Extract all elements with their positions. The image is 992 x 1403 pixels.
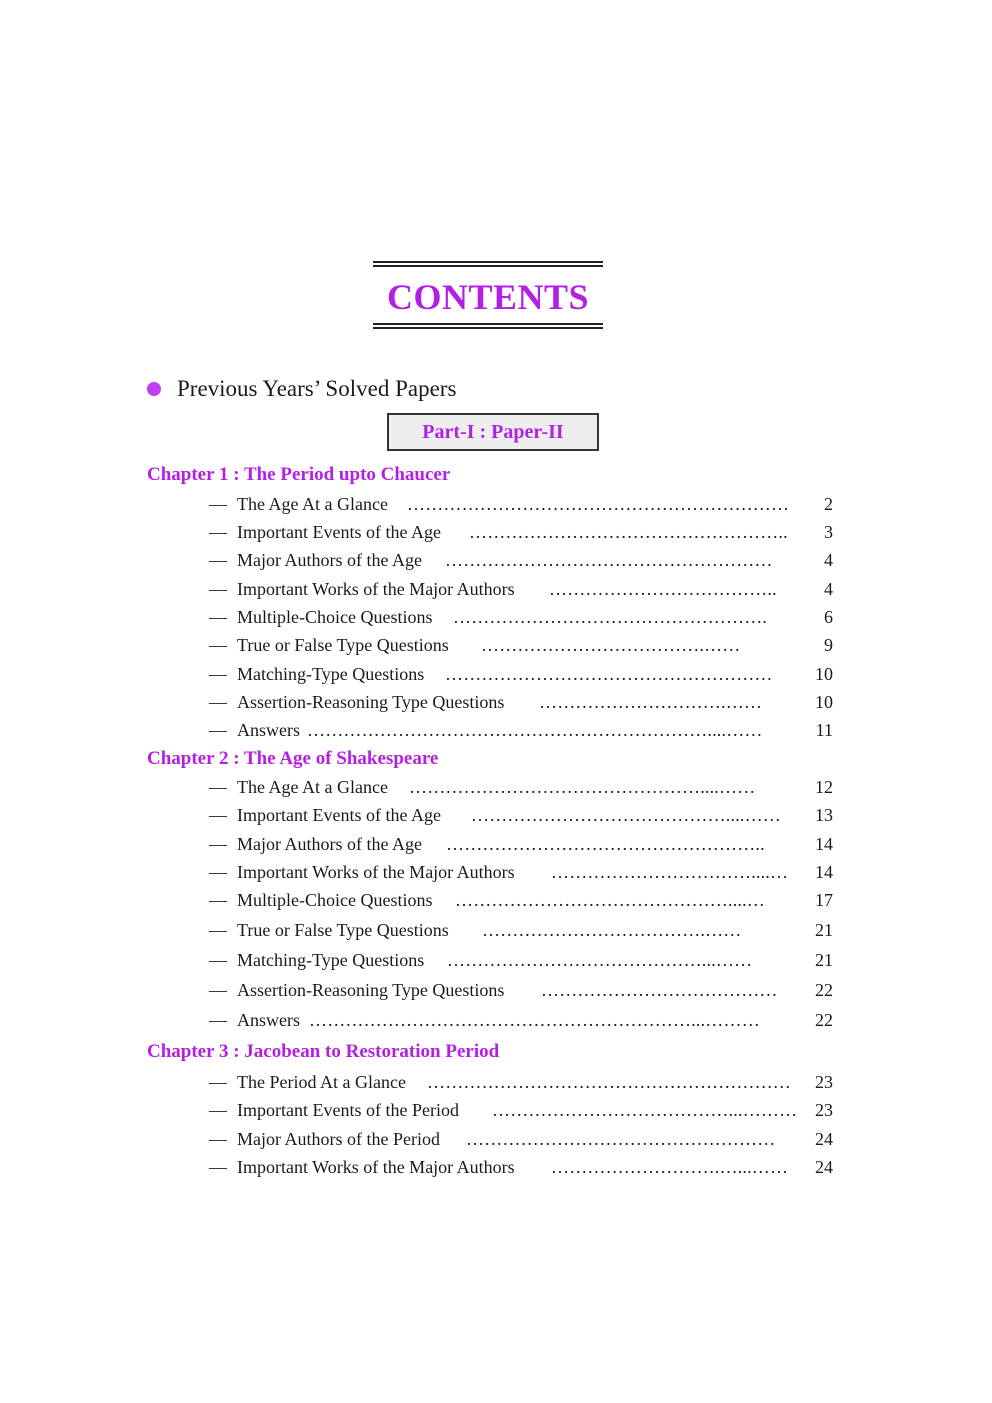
- entry-page: 14: [815, 862, 833, 882]
- entry-label: Major Authors of the Age: [237, 550, 422, 570]
- section-label: Previous Years’ Solved Papers: [177, 376, 457, 401]
- dot-leader: …………………………………: [541, 980, 778, 1000]
- toc-entry[interactable]: [209, 804, 833, 826]
- dot-leader: …………………………………………………………....……: [307, 720, 763, 740]
- toc-entry[interactable]: [209, 493, 833, 515]
- entry-page: 10: [815, 692, 833, 712]
- entry-dash: —: [209, 494, 227, 514]
- entry-page: 14: [815, 834, 833, 854]
- entry-dash: —: [209, 1157, 227, 1177]
- entry-page: 24: [815, 1129, 833, 1149]
- dot-leader: ……………………………….……: [482, 920, 742, 940]
- dot-leader: ……………………………………………..: [446, 834, 765, 854]
- entry-label: Important Events of the Period: [237, 1100, 459, 1120]
- entry-label: Important Works of the Major Authors: [237, 1157, 515, 1177]
- entry-page: 17: [815, 890, 833, 910]
- entry-page: 22: [815, 1010, 833, 1030]
- entry-page: 10: [815, 664, 833, 684]
- dot-leader: ………………………….……: [539, 692, 763, 712]
- entry-label: Answers: [237, 1010, 300, 1030]
- entry-dash: —: [209, 890, 227, 910]
- entry-page: 13: [815, 805, 833, 825]
- toc-entry[interactable]: [209, 1128, 833, 1150]
- entry-label: The Age At a Glance: [237, 494, 388, 514]
- entry-label: Answers: [237, 720, 300, 740]
- entry-dash: —: [209, 1129, 227, 1149]
- entry-label: Matching-Type Questions: [237, 950, 425, 970]
- toc-entry[interactable]: [209, 861, 833, 883]
- entry-dash: —: [209, 720, 227, 740]
- entry-dash: —: [209, 777, 227, 797]
- contents-heading: [373, 261, 603, 331]
- entry-dash: —: [209, 550, 227, 570]
- toc-entry[interactable]: [209, 634, 833, 656]
- entry-label: True or False Type Questions: [237, 635, 449, 655]
- dot-leader: ……………………………………....……: [471, 805, 781, 825]
- dot-leader: ……………………………………...……: [447, 950, 753, 970]
- entry-label: Matching-Type Questions: [237, 664, 425, 684]
- entry-label: Multiple-Choice Questions: [237, 607, 433, 627]
- entry-page: 23: [815, 1072, 833, 1092]
- entry-dash: —: [209, 805, 227, 825]
- dot-leader: ………………………………………………………: [407, 494, 790, 514]
- entry-dash: —: [209, 950, 227, 970]
- entry-page: 4: [824, 550, 833, 570]
- entry-label: True or False Type Questions: [237, 920, 449, 940]
- toc-entry[interactable]: [209, 549, 833, 571]
- entry-label: Important Events of the Age: [237, 522, 441, 542]
- entry-page: 2: [824, 494, 833, 514]
- bullet-icon: [147, 382, 161, 396]
- entry-label: The Period At a Glance: [237, 1072, 406, 1092]
- entry-page: 6: [824, 607, 833, 627]
- entry-label: Important Works of the Major Authors: [237, 862, 515, 882]
- toc-entry[interactable]: [209, 949, 833, 971]
- entry-page: 21: [815, 920, 833, 940]
- entry-dash: —: [209, 920, 227, 940]
- entry-dash: —: [209, 1072, 227, 1092]
- dot-leader: ……………………………………………………: [427, 1072, 791, 1092]
- dot-leader: …………………………………………....……: [409, 777, 756, 797]
- entry-page: 9: [824, 635, 833, 655]
- dot-leader: ……………………….…...……: [551, 1157, 789, 1177]
- toc-entry[interactable]: [209, 919, 833, 941]
- dot-leader: …………………………………………….: [453, 607, 768, 627]
- toc-entry[interactable]: [209, 663, 833, 685]
- toc-entry[interactable]: [209, 979, 833, 1001]
- entry-label: Important Events of the Age: [237, 805, 441, 825]
- entry-dash: —: [209, 607, 227, 627]
- entry-page: 3: [824, 522, 833, 542]
- toc-entry[interactable]: [209, 889, 833, 911]
- entry-page: 22: [815, 980, 833, 1000]
- dot-leader: ……………………………………………..: [469, 522, 788, 542]
- entry-label: Important Works of the Major Authors: [237, 579, 515, 599]
- entry-dash: —: [209, 664, 227, 684]
- dot-leader: ……………………………………………: [466, 1129, 776, 1149]
- entry-label: Major Authors of the Period: [237, 1129, 440, 1149]
- dot-leader: ………………………………………………: [445, 664, 773, 684]
- entry-page: 21: [815, 950, 833, 970]
- entry-page: 11: [815, 720, 833, 740]
- toc-entry[interactable]: [209, 1156, 833, 1178]
- entry-dash: —: [209, 980, 227, 1000]
- entry-page: 4: [824, 579, 833, 599]
- part-label-box: Part-I : Paper-II: [387, 413, 599, 451]
- chapter-heading: Chapter 3 : Jacobean to Restoration Period: [147, 1041, 500, 1062]
- dot-leader: ………………………………………………………...………: [309, 1010, 760, 1030]
- entry-label: Major Authors of the Age: [237, 834, 422, 854]
- heading-rule-top: [373, 261, 603, 267]
- entry-dash: —: [209, 692, 227, 712]
- chapter-heading: Chapter 2 : The Age of Shakespeare: [147, 748, 439, 769]
- toc-entry[interactable]: [209, 776, 833, 798]
- entry-dash: —: [209, 1010, 227, 1030]
- entry-label: Assertion-Reasoning Type Questions: [237, 692, 505, 712]
- entry-dash: —: [209, 1100, 227, 1120]
- toc-entry[interactable]: [209, 691, 833, 713]
- entry-dash: —: [209, 635, 227, 655]
- toc-entry[interactable]: [209, 1009, 833, 1031]
- dot-leader: …………………………………...………: [492, 1100, 798, 1120]
- entry-page: 24: [815, 1157, 833, 1177]
- entry-page: 12: [815, 777, 833, 797]
- entry-dash: —: [209, 522, 227, 542]
- toc-entry[interactable]: [209, 1099, 833, 1121]
- entry-dash: —: [209, 862, 227, 882]
- entry-dash: —: [209, 579, 227, 599]
- heading-rule-bottom: [373, 323, 603, 329]
- dot-leader: ………………………………..: [549, 579, 777, 599]
- section-heading: [147, 374, 456, 404]
- dot-leader: ………………………………………....…: [455, 890, 765, 910]
- toc-entry[interactable]: [209, 606, 833, 628]
- dot-leader: ………………………………………………: [445, 550, 773, 570]
- dot-leader: ……………………………….……: [481, 635, 741, 655]
- page-title: CONTENTS: [386, 277, 590, 317]
- toc-entry[interactable]: [209, 833, 833, 855]
- toc-entry[interactable]: [209, 578, 833, 600]
- entry-label: The Age At a Glance: [237, 777, 388, 797]
- dot-leader: ……………………………....…: [551, 862, 789, 882]
- entry-label: Multiple-Choice Questions: [237, 890, 433, 910]
- entry-dash: —: [209, 834, 227, 854]
- entry-page: 23: [815, 1100, 833, 1120]
- toc-entry[interactable]: [209, 521, 833, 543]
- toc-entry[interactable]: [209, 1071, 833, 1093]
- toc-entry[interactable]: [209, 719, 833, 741]
- chapter-heading: Chapter 1 : The Period upto Chaucer: [147, 464, 451, 485]
- entry-label: Assertion-Reasoning Type Questions: [237, 980, 505, 1000]
